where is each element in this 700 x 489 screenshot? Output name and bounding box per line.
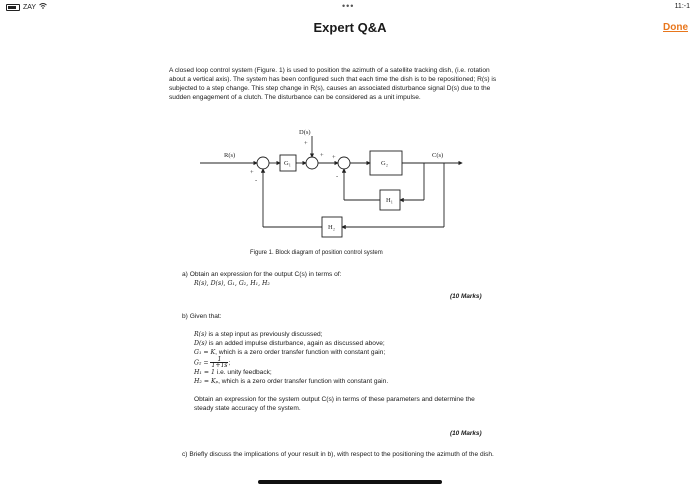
condition-g1: G₁ = K, which is a zero order transfer function with constant gain; — [194, 349, 386, 356]
summing-junction-2 — [306, 157, 318, 169]
question-c: c) Briefly discuss the implications of your result in b), with respect to the positioning the azimuth of the dish. — [182, 451, 494, 458]
question-b-header: b) Given that: — [182, 313, 222, 320]
condition-h1: H₁ = 1 i.e. unity feedback; — [194, 369, 272, 376]
status-left — [6, 3, 47, 11]
page-title: Expert Q&A — [313, 20, 387, 35]
carrier-label: ZAY — [23, 3, 37, 11]
question-b-marks: (10 Marks) — [450, 430, 482, 437]
question-a-marks: (10 Marks) — [450, 293, 482, 300]
question-a — [182, 270, 341, 288]
question-b-paragraph: Obtain an expression for the system output C(s) in terms of these parameters and determine the steady state accuracy of the system. — [194, 396, 475, 412]
home-indicator[interactable] — [258, 480, 442, 484]
label-rs: R(s) — [224, 152, 236, 159]
status-time: 11:-1 — [674, 3, 690, 10]
label-cs: C(s) — [432, 152, 444, 159]
summing-junction-1 — [257, 157, 269, 169]
label-s2-plus: + — [320, 152, 324, 159]
wifi-icon — [39, 3, 47, 11]
question-a-math: R(s), D(s), G₁, G₂, H₁, H₂ — [194, 280, 270, 287]
condition-h2: H₂ = Kₚ, which is a zero order transfer function with constant gain. — [194, 378, 389, 385]
label-s1-minus: - — [255, 177, 258, 184]
label-h2: H₂ — [328, 224, 335, 231]
battery-icon — [6, 4, 20, 11]
status-bar — [0, 0, 700, 14]
page-dots-indicator: ••• — [342, 1, 355, 11]
label-h1: H₁ — [386, 197, 393, 204]
condition-ds: D(s) is an added impulse disturbance, again as discussed above; — [194, 340, 385, 347]
label-plus-d: + — [304, 140, 308, 147]
question-b — [182, 312, 502, 413]
summing-junction-3 — [338, 157, 350, 169]
intro-paragraph: A closed loop control system (Figure. 1) is used to position the azimuth of a satellite tracking dish, (i.e. rotation about a vertical axis). The system has been configured such that each time the dish is to be repositioned; R(s) is subjected to a step change. This step change in R(s), causes an associated disturbance signal D(s) due to the sudden engagement of a clutch. The disturbance can be considered as a unit impulse. — [169, 67, 497, 101]
label-s3-minus: - — [336, 173, 339, 180]
label-s3-plus: + — [332, 154, 336, 161]
condition-rs: R(s) is a step input as previously discussed; — [194, 331, 323, 338]
g2-fraction: $\frac{1}{1+Ts}$ — [211, 356, 228, 369]
condition-g2: G₂ = $\frac{1}{1+Ts}$ ; — [194, 356, 231, 369]
label-g1: G₁ — [284, 160, 291, 167]
question-b-conditions — [182, 330, 502, 413]
document-body — [169, 66, 499, 102]
figure-caption: Figure 1. Block diagram of position control system — [250, 250, 383, 256]
label-s1-plus: + — [250, 169, 254, 176]
question-a-text: a) Obtain an expression for the output C(s) in terms of: — [182, 271, 342, 278]
label-g2: G₂ — [381, 160, 388, 167]
label-ds: D(s) — [299, 129, 311, 136]
block-diagram — [196, 126, 466, 242]
done-button[interactable]: Done — [663, 22, 688, 33]
